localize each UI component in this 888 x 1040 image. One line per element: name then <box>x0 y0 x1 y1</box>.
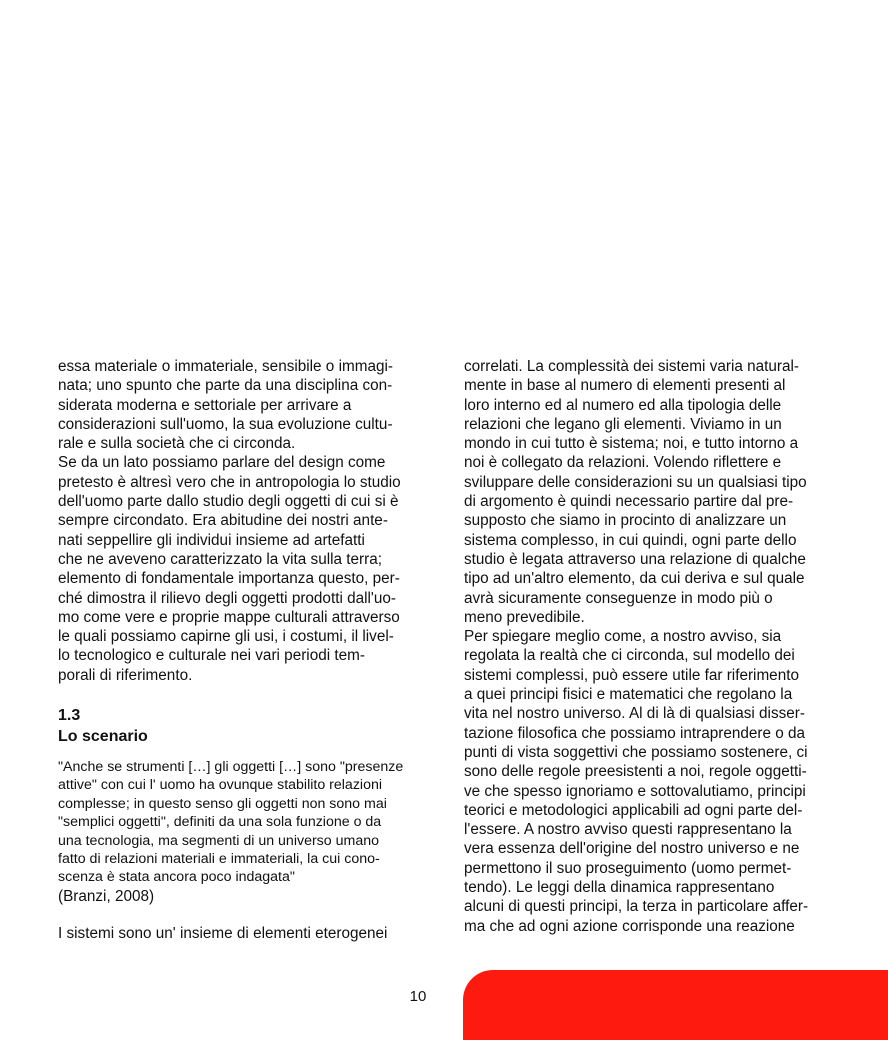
quote-line: scenza è stata ancora poco indagata" <box>58 869 295 886</box>
text-line: relazioni che legano gli elementi. Viviamo in un <box>464 415 782 433</box>
text-line: permettono il suo proseguimento (uomo permet- <box>464 859 792 877</box>
quote-citation: (Branzi, 2008) <box>58 887 155 905</box>
text-line: sistema complesso, in cui quindi, ogni parte dello <box>464 531 797 549</box>
text-line: meno prevedibile. <box>464 608 585 626</box>
left-paragraph-2 <box>58 453 422 685</box>
text-line: Se da un lato possiamo parlare del design come <box>58 454 386 472</box>
text-line: rale e sulla società che ci circonda. <box>58 435 296 453</box>
text-line: elemento di fondamentale importanza questo, per- <box>58 570 400 588</box>
decorative-red-tab <box>463 970 888 1040</box>
text-line: Per spiegare meglio come, a nostro avviso, sia <box>464 628 782 646</box>
quote-line: fatto di relazioni materiali e immateriali, la cui cono- <box>58 851 380 868</box>
text-line: sviluppare delle considerazioni su un qualsiasi tipo <box>464 473 807 491</box>
text-line: mente in base al numero di elementi presenti al <box>464 377 786 395</box>
text-line: essa materiale o immateriale, sensibile o immagi- <box>58 358 393 375</box>
text-line: lo tecnologico e culturale nei vari periodi tem- <box>58 647 365 665</box>
text-line: tazione filosofica che possiamo intraprendere o da <box>464 724 805 742</box>
right-column <box>464 357 832 936</box>
text-line: sistemi complessi, può essere utile far riferimento <box>464 666 799 684</box>
text-line: alcuni di questi principi, la terza in particolare affer- <box>464 898 809 916</box>
right-paragraph-1 <box>464 357 832 627</box>
text-line: mo come vere e proprie mappe culturali attraverso <box>58 608 400 626</box>
text-line: nata; uno spunto che parte da una disciplina con- <box>58 377 393 395</box>
text-line: siderata moderna e settoriale per arrivare a <box>58 396 352 414</box>
quote-line: attive" con cui l' uomo ha ovunque stabilito relazioni <box>58 777 382 794</box>
text-line: nati seppellire gli individui insieme ad artefatti <box>58 531 365 549</box>
text-line: studio è legata attraverso una relazione di qualche <box>464 550 806 568</box>
text-line: ma che ad ogni azione corrisponde una reazione <box>464 917 795 935</box>
text-line: ve che spesso ignoriamo e sottovalutiamo, principi <box>464 782 806 800</box>
text-line: di argomento è quindi necessario partire dal pre- <box>464 493 794 511</box>
text-line: sempre circondato. Era abitudine dei nostri ante- <box>58 512 388 530</box>
left-paragraph-3 <box>58 924 422 943</box>
text-line: dell'uomo parte dallo studio degli oggetti di cui si è <box>58 493 399 511</box>
section-number: 1.3 <box>58 707 81 725</box>
text-line: vita nel nostro universo. Al di là di qualsiasi disser- <box>464 705 805 723</box>
text-line: considerazioni sull'uomo, la sua evoluzione cultu- <box>58 415 393 433</box>
text-line: sono delle regole preesistenti a noi, regole oggetti- <box>464 763 807 781</box>
text-line: che ne aveveno caratterizzato la vita sulla terra; <box>58 550 382 568</box>
text-line: vera essenza dell'origine del nostro universo e ne <box>464 840 800 858</box>
text-line: loro interno ed al numero ed alla tipologia delle <box>464 396 782 414</box>
quote-line: una tecnologia, ma segmenti di un universo umano <box>58 832 379 849</box>
text-line: punti di vista soggettivi che possiamo sostenere, ci <box>464 743 808 761</box>
text-line: avrà sicuramente conseguenze in modo più o <box>464 589 773 607</box>
left-paragraph-1 <box>58 357 422 453</box>
text-line: teorici e metodologici applicabili ad ogni parte del- <box>464 801 803 819</box>
quote-line: "Anche se strumenti […] gli oggetti […] sono "presenze <box>58 759 404 776</box>
text-line: I sistemi sono un' insieme di elementi eterogenei <box>58 925 388 943</box>
left-column <box>58 357 422 943</box>
text-line: a quei principi fisici e matematici che regolano la <box>464 686 793 704</box>
text-line: le quali possiamo capirne gli usi, i costumi, il livel- <box>58 628 394 646</box>
text-line: supposto che siamo in procinto di analizzare un <box>464 512 787 530</box>
text-line: ché dimostra il rilievo degli oggetti prodotti dall'uo- <box>58 589 396 607</box>
quote-line: "semplici oggetti", definiti da una sola funzione o da <box>58 814 382 831</box>
right-paragraph-2 <box>464 627 832 936</box>
block-quote <box>58 758 422 887</box>
text-line: tendo). Le leggi della dinamica rappresentano <box>464 879 775 897</box>
text-line: l'essere. A nostro avviso questi rappresentano la <box>464 821 792 839</box>
text-line: noi è collegato da relazioni. Volendo riflettere e <box>464 454 782 472</box>
text-line: tipo ad un'altro elemento, da cui deriva e sul quale <box>464 570 805 588</box>
text-line: regolata la realtà che ci circonda, sul modello dei <box>464 647 795 665</box>
text-line: mondo in cui tutto è sistema; noi, e tutto intorno a <box>464 435 799 453</box>
text-line: correlati. La complessità dei sistemi varia natural- <box>464 358 799 375</box>
quote-line: complesse; in questo senso gli oggetti non sono mai <box>58 795 387 812</box>
text-line: pretesto è altresì vero che in antropologia lo studio <box>58 473 401 491</box>
section-title: Lo scenario <box>58 728 148 746</box>
page-number: 10 <box>409 988 427 1005</box>
text-line: porali di riferimento. <box>58 666 193 684</box>
